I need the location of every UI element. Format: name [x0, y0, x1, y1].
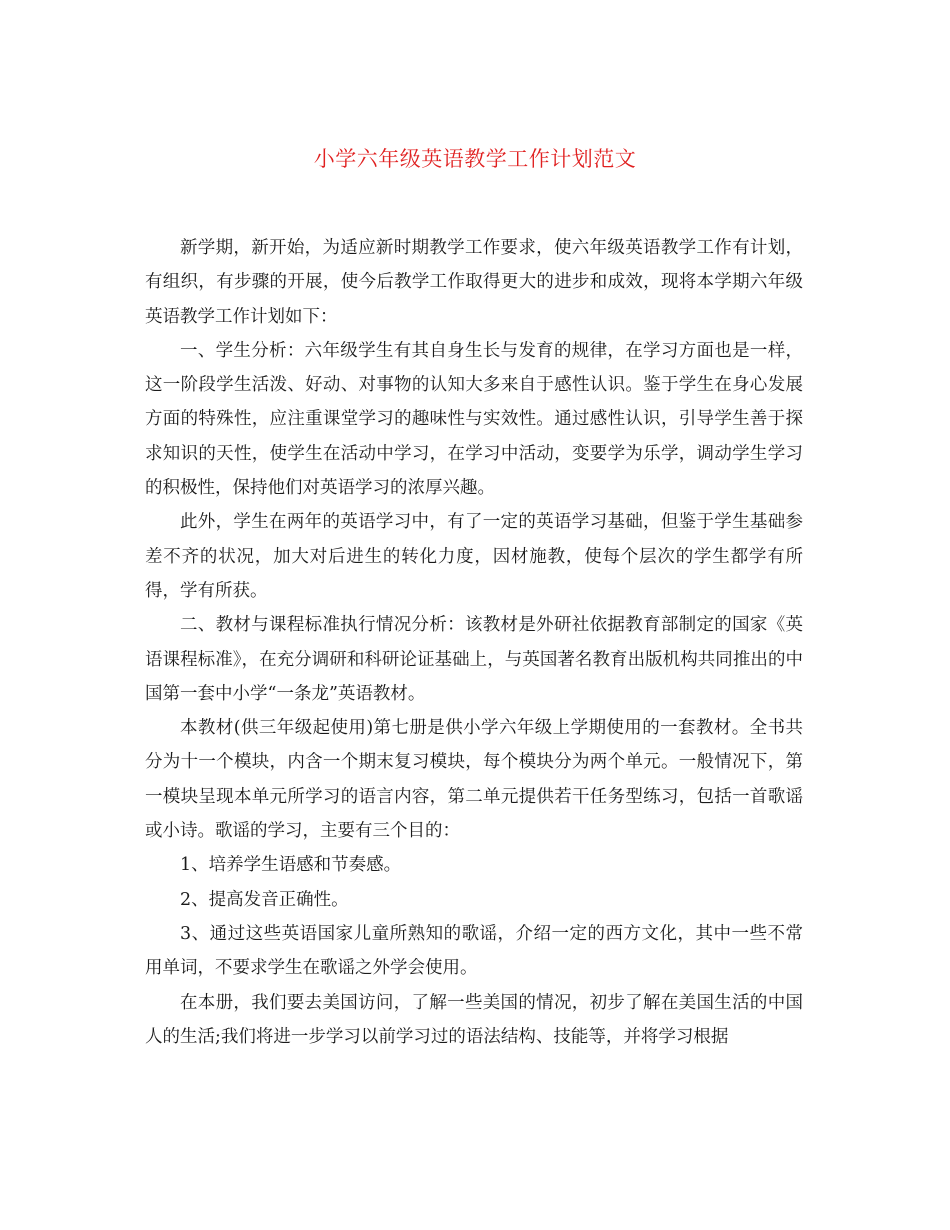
paragraph-student-foundation: 此外，学生在两年的英语学习中，有了一定的英语学习基础，但鉴于学生基础参差不齐的状况，加大对后进生的转化力度，因材施教，使每个层次的学生都学有所得，学有所获。	[145, 512, 803, 601]
paragraph-intro: 新学期，新开始，为适应新时期教学工作要求，使六年级英语教学工作有计划，有组织，有步骤的开展，使今后教学工作取得更大的进步和成效，现将本学期六年级英语教学工作计划如下：	[145, 238, 803, 327]
paragraph-goal-2: 2、提高发音正确性。	[180, 889, 349, 910]
paragraph-goal-3: 3、通过这些英语国家儿童所熟知的歌谣，介绍一定的西方文化，其中一些不常用单词，不要求学生在歌谣之外学会使用。	[145, 923, 803, 979]
paragraph-textbook-structure: 本教材(供三年级起使用)第七册是供小学六年级上学期使用的一套教材。全书共分为十一个模块，内含一个期末复习模块，每个模块分为两个单元。一般情况下，第一模块呈现本单元所学习的语言内容，第二单元提供若干任务型练习，包括一首歌谣或小诗。歌谣的学习，主要有三个目的：	[145, 718, 803, 842]
document-title: 小学六年级英语教学工作计划范文	[313, 147, 637, 171]
paragraph-textbook-analysis: 二、教材与课程标准执行情况分析：该教材是外研社依据教育部制定的国家《英语课程标准》，在充分调研和科研论证基础上，与英国著名教育出版机构共同推出的中国第一套中小学“一条龙”英语教材。	[145, 615, 803, 704]
paragraph-goal-1: 1、培养学生语感和节奏感。	[180, 855, 402, 876]
paragraph-student-analysis: 一、学生分析：六年级学生有其自身生长与发育的规律，在学习方面也是一样，这一阶段学生活泼、好动、对事物的认知大多来自于感性认识。鉴于学生在身心发展方面的特殊性，应注重课堂学习的趣味性与实效性。通过感性认识，引导学生善于探求知识的天性，使学生在活动中学习，在学习中活动，变要学为乐学，调动学生学习的积极性，保持他们对英语学习的浓厚兴趣。	[145, 340, 803, 499]
paragraph-this-volume: 在本册，我们要去美国访问，了解一些美国的情况，初步了解在美国生活的中国人的生活;我们将进一步学习以前学习过的语法结构、技能等，并将学习根据	[145, 992, 803, 1047]
document-body	[145, 231, 803, 1054]
